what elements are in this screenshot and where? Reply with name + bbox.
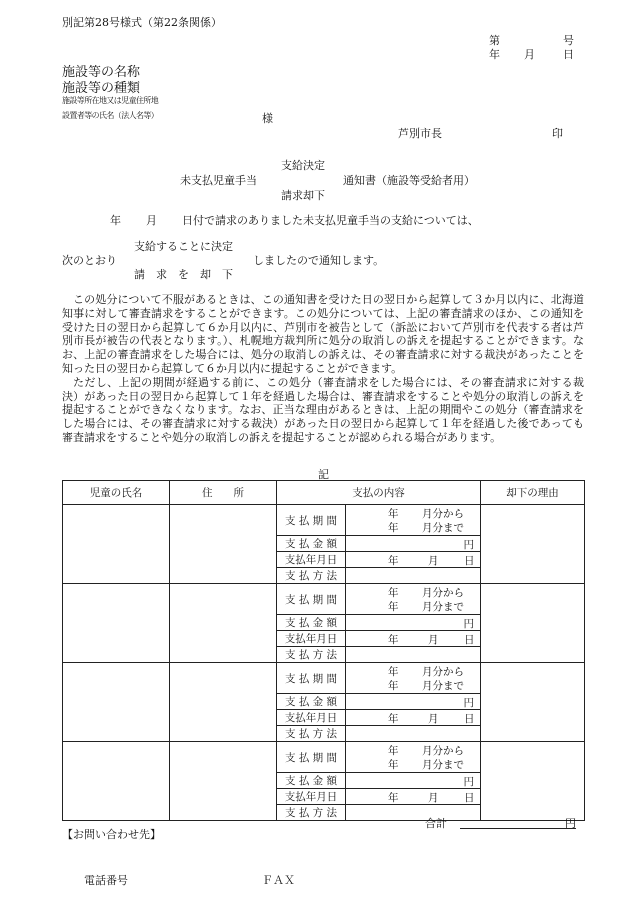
payment-table	[62, 480, 585, 821]
header-year: 年	[489, 48, 500, 61]
amount-label: 支 払 金 額	[277, 536, 346, 552]
payment-date-value[interactable]	[346, 710, 481, 726]
payment-date-label: 支払年月日	[277, 710, 346, 726]
amount-yen: 円	[463, 618, 474, 630]
header-address: 住 所	[170, 481, 277, 505]
header-payment-content: 支払の内容	[277, 481, 481, 505]
period-to-rest: 月分まで	[422, 601, 464, 613]
payment-date-label: 支払年月日	[277, 789, 346, 805]
date-month: 月	[428, 792, 439, 804]
date-month: 月	[428, 555, 439, 567]
period-value[interactable]	[346, 505, 481, 536]
period-to-year: 年	[388, 680, 399, 692]
intro-month: 月	[146, 214, 157, 227]
address-cell[interactable]	[170, 742, 277, 821]
child-name-cell[interactable]	[63, 663, 170, 742]
period-value[interactable]	[346, 584, 481, 615]
payment-date-label: 支払年月日	[277, 552, 346, 568]
period-to-year: 年	[388, 601, 399, 613]
period-from-year: 年	[388, 508, 399, 520]
notice-paragraph-2: ただし、上記の期間が経過する前に、この処分（審査請求をした場合には、その審査請求に対する裁決）があった日の翌日から起算して１年を経過した場合は、審査請求をすることや処分の取消しの訴えを提起することができなくなります。なお、正当な理由があるときは、上記の期間やこの処分（審査請求をした場合には、その審査請求に対する裁決）があった日の翌日から起算して１年を経過した後であっても審査請求をすることや処分の取消しの訴えを提起することが認められる場合があります。	[62, 375, 584, 444]
facility-type-label: 施設等の種類	[62, 81, 141, 96]
method-value[interactable]	[346, 805, 481, 821]
period-from-rest: 月分から	[422, 666, 464, 678]
amount-label: 支 払 金 額	[277, 694, 346, 710]
amount-label: 支 払 金 額	[277, 615, 346, 631]
child-name-cell[interactable]	[63, 742, 170, 821]
date-day: 日	[464, 555, 475, 567]
period-to-rest: 月分まで	[422, 759, 464, 771]
method-value[interactable]	[346, 726, 481, 742]
period-to-year: 年	[388, 522, 399, 534]
ki-mark: 記	[318, 468, 329, 481]
title-opt2: 請求却下	[281, 189, 325, 202]
period-from-rest: 月分から	[422, 587, 464, 599]
date-day: 日	[464, 634, 475, 646]
header-child-name: 児童の氏名	[63, 481, 170, 505]
amount-yen: 円	[463, 539, 474, 551]
decision-opt2: 請 求 を 却 下	[134, 268, 233, 281]
payment-date-label: 支払年月日	[277, 631, 346, 647]
child-name-cell[interactable]	[63, 505, 170, 584]
date-month: 月	[428, 713, 439, 725]
payment-date-value[interactable]	[346, 552, 481, 568]
facility-address-label: 施設等所在地又は児童住所地	[62, 96, 159, 105]
method-label: 支 払 方 法	[277, 726, 346, 742]
period-to-rest: 月分まで	[422, 522, 464, 534]
date-day: 日	[464, 713, 475, 725]
date-day: 日	[464, 792, 475, 804]
intro-text: 日付で請求のありました未支払児童手当の支給については、	[182, 214, 479, 227]
decision-opt1: 支給することに決定	[134, 240, 233, 253]
period-label: 支 払 期 間	[277, 584, 346, 615]
period-from-rest: 月分から	[422, 508, 464, 520]
title-opt1: 支給決定	[281, 159, 325, 172]
contact-title: 【お問い合わせ先】	[62, 828, 161, 841]
period-value[interactable]	[346, 742, 481, 773]
rejection-reason-cell[interactable]	[481, 584, 585, 663]
period-from-year: 年	[388, 745, 399, 757]
amount-yen: 円	[463, 776, 474, 788]
number-go: 号	[563, 34, 574, 47]
rejection-reason-cell[interactable]	[481, 505, 585, 584]
number-dai: 第	[489, 34, 500, 47]
decision-prefix: 次のとおり	[62, 254, 117, 267]
address-cell[interactable]	[170, 505, 277, 584]
address-cell[interactable]	[170, 584, 277, 663]
period-from-rest: 月分から	[422, 745, 464, 757]
address-cell[interactable]	[170, 663, 277, 742]
amount-value[interactable]	[346, 615, 481, 631]
period-from-year: 年	[388, 587, 399, 599]
notice-paragraph-1: この処分について不服があるときは、この通知書を受けた日の翌日から起算して３か月以内に、北海道知事に対して審査請求をすることができます。この処分については、上記の審査請求のほか、この通知を受けた日の翌日から起算して６か月以内に、芦別市を被告として（訴訟において芦別市を代表する者は芦別市長が被告の代表となります。）、札幌地方裁判所に処分の取消しの訴えを提起することができます。なお、上記の審査請求をした場合には、処分の取消しの訴えは、その審査請求に対する裁決があったことを知った日の翌日から起算して６か月以内に提起することができます。	[62, 293, 584, 375]
sama: 様	[262, 112, 273, 125]
child-name-cell[interactable]	[63, 584, 170, 663]
contact-fax-label: ＦＡＸ	[262, 874, 295, 887]
form-id: 別記第28号様式（第22条関係）	[62, 16, 222, 29]
amount-yen: 円	[463, 697, 474, 709]
title-prefix: 未支払児童手当	[180, 174, 257, 187]
header-day: 日	[563, 48, 574, 61]
issuer-seal: 印	[552, 127, 563, 140]
contact-phone-label: 電話番号	[84, 874, 128, 887]
total-label: 合計	[425, 817, 447, 830]
amount-value[interactable]	[346, 773, 481, 789]
header-month: 月	[524, 48, 535, 61]
period-to-rest: 月分まで	[422, 680, 464, 692]
method-label: 支 払 方 法	[277, 805, 346, 821]
method-value[interactable]	[346, 647, 481, 663]
period-label: 支 払 期 間	[277, 742, 346, 773]
period-label: 支 払 期 間	[277, 505, 346, 536]
notice-text	[62, 293, 584, 445]
date-month: 月	[428, 634, 439, 646]
header-rejection-reason: 却下の理由	[481, 481, 585, 505]
total-yen: 円	[565, 817, 576, 830]
method-label: 支 払 方 法	[277, 568, 346, 584]
rejection-reason-cell[interactable]	[481, 742, 585, 821]
amount-label: 支 払 金 額	[277, 773, 346, 789]
rejection-reason-cell[interactable]	[481, 663, 585, 742]
title-suffix: 通知書（施設等受給者用）	[343, 174, 475, 187]
payment-date-value[interactable]	[346, 789, 481, 805]
date-year: 年	[388, 634, 399, 646]
facility-name-label: 施設等の名称	[62, 65, 141, 80]
method-label: 支 払 方 法	[277, 647, 346, 663]
period-label: 支 払 期 間	[277, 663, 346, 694]
amount-value[interactable]	[346, 536, 481, 552]
date-year: 年	[388, 713, 399, 725]
founder-label: 設置者等の氏名（法人名等）	[62, 111, 159, 120]
payment-date-value[interactable]	[346, 631, 481, 647]
issuer-name: 芦別市長	[398, 127, 442, 140]
method-value[interactable]	[346, 568, 481, 584]
amount-value[interactable]	[346, 694, 481, 710]
intro-year: 年	[110, 214, 121, 227]
period-value[interactable]	[346, 663, 481, 694]
date-year: 年	[388, 555, 399, 567]
period-to-year: 年	[388, 759, 399, 771]
date-year: 年	[388, 792, 399, 804]
decision-suffix: しましたので通知します。	[253, 254, 385, 267]
total-line	[460, 828, 576, 829]
period-from-year: 年	[388, 666, 399, 678]
